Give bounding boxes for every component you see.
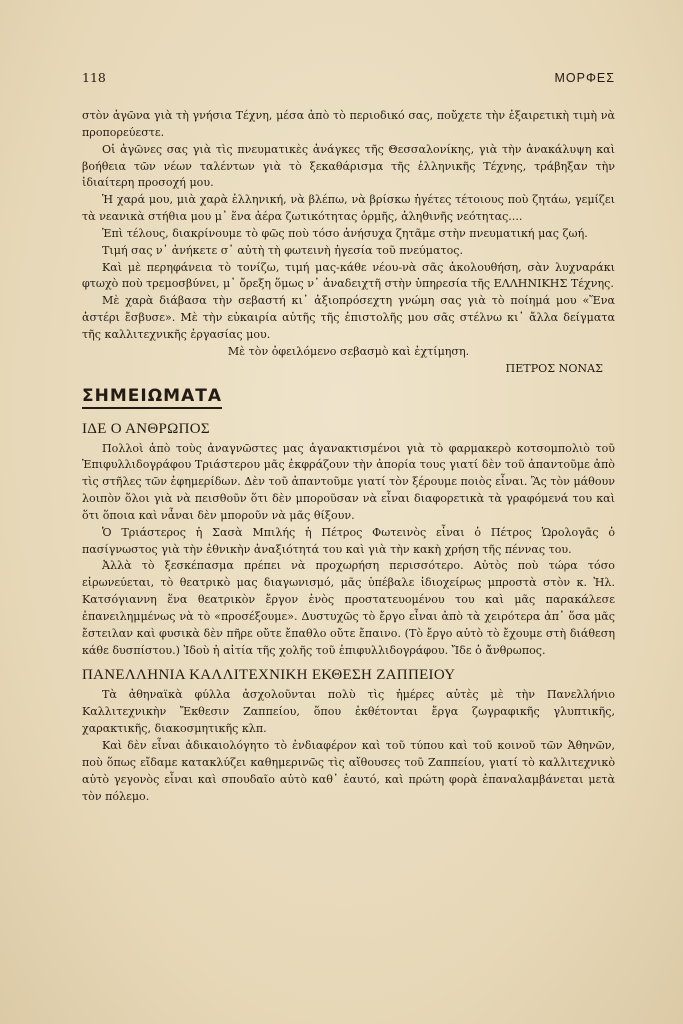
letter-paragraph: στὸν ἀγῶνα γιὰ τὴ γνήσια Τέχνη, μέσα ἀπὸ τὸ περιοδικό σας, ποὔχετε τὴν ἐξαιρετικὴ τιμὴ νὰ προπορεύεστε. xyxy=(82,109,615,139)
letter-paragraph: Ἐπὶ τέλους, διακρίνουμε τὸ φῶς ποὺ τόσο ἀνήσυχα ζητᾶμε στὴν πνευματική μας ζωή. xyxy=(102,226,588,240)
note-paragraph: Πολλοὶ ἀπὸ τοὺς ἀναγνῶστες μας ἀγανακτισμένοι γιὰ τὸ φαρμακερὸ κοτσομπολιὸ τοῦ Ἐπιφυλλιδογράφου Τριάστερου μᾶς ἐκφράζουν τὴν ἀπορία τους γιατί δὲν τοῦ ἀπαντοῦμε ἀπὸ τὶς στῆλες τῶν ἐφημερίδων. Δὲν τοῦ ἀπαντοῦμε γιατί τὸν ξέρουμε ποιὸς εἶναι. Ἂς τὸν μάθουν λοιπὸν ὅλοι γιὰ νὰ πεισθοῦν ὅτι δὲν μποροῦσαν νὰ εἶναι διαφορετικὰ τὰ γραφόμενά του καὶ ὅτι ὅποια καὶ νἆναι δὲν μποροῦν νὰ μᾶς θίξουν. xyxy=(82,441,615,522)
note-paragraph: Καὶ δὲν εἶναι ἀδικαιολόγητο τὸ ἐνδιαφέρον καὶ τοῦ τύπου καὶ τοῦ κοινοῦ τῶν Ἀθηνῶν, ποὺ ὅπως εἴδαμε κατακλύζει καθημερινῶς τὶς αἴθουσες τοῦ Ζαππείου, γιατί τὸ καλλιτεχνικὸ αὐτὸ γεγονὸς εἶναι καὶ σπουδαῖο αὐτὸ καθ᾿ ἑαυτό, καὶ πρώτη φορὰ ἐπαναλαμβάνεται μετὰ τὸν πόλεμο. xyxy=(82,739,615,803)
page-number: 118 xyxy=(82,70,106,85)
note-paragraph: Ὁ Τριάστερος ἡ Σασὰ Μπιλής ἡ Πέτρος Φωτεινὸς εἶναι ὁ Πέτρος Ὡρολογᾶς ὁ πασίγνωστος γιὰ τὴν ἐθνικὴν ἀναξιότητά του καὶ γιὰ τὴν κακὴ χρήση τῆς πέννας του. xyxy=(82,525,615,556)
letter-paragraph: Μὲ χαρὰ διάβασα τὴν σεβαστή κι᾿ ἀξιοπρόσεχτη γνώμη σας γιὰ τὸ ποίημά μου «Ἕνα ἀστέρι ἔσβυσε». Μὲ τὴν εὐκαιρία αὐτῆς τῆς ἐπιστολῆς μου σᾶς στέλνω κι᾿ ἄλλα δείγματα τῆς καλλιτεχνικῆς ἐργασίας μου. xyxy=(82,294,615,341)
letter-paragraph: Ἡ χαρά μου, μιὰ χαρὰ ἑλληνική, νὰ βλέπω, νὰ βρίσκω ἡγέτες τέτοιους ποὺ ζητάω, γεμίζει τὰ νεανικὰ στήθια μου μ᾿ ἕνα ἀέρα ζωτικότητας ὁρμῆς, ἀληθινῆς νεότητας.... xyxy=(82,193,615,224)
letter-paragraph: Οἱ ἀγῶνες σας γιὰ τὶς πνευματικὲς ἀνάγκες τῆς Θεσσαλονίκης, γιὰ τὴν ἀνακάλυψη καὶ βοήθεια τῶν νέων ταλέντων γιὰ τὸ ξεκαθάρισμα τῆς ἑλληνικῆς Τέχνης, τράβηξαν τὴν ἰδιαίτερη προσοχή μου. xyxy=(82,142,615,190)
note-paragraph: Τὰ ἀθηναϊκὰ φύλλα ἀσχολοῦνται πολὺ τὶς ἡμέρες αὐτὲς μὲ τὴν Πανελλήνιο Καλλιτεχνικὴν Ἔκθεσιν Ζαππείου, ὅπου ἐκθέτονται ἔργα ζωγραφικῆς γλυπτικῆς, χαρακτικῆς, διακοσμητικῆς κλπ. xyxy=(82,688,615,736)
letter-signature: ΠΕΤΡΟΣ ΝΟΝΑΣ xyxy=(505,361,603,375)
note-title: ΠΑΝΕΛΛΗΝΙΑ ΚΑΛΛΙΤΕΧΝΙΚΗ ΕΚΘΕΣΗ ΖΑΠΠΕΙΟΥ xyxy=(82,667,456,684)
note-title: ΙΔΕ Ο ΑΝΘΡΩΠΟΣ xyxy=(82,420,210,437)
page-header xyxy=(82,70,615,94)
note-paragraph: Ἀλλὰ τὸ ξεσκέπασμα πρέπει νὰ προχωρήση περισσότερο. Αὐτὸς ποὺ τώρα τόσο εἰρωνεύεται, τὸ θεατρικὸ μας διαγωνισμό, μᾶς ὑπέβαλε ἰδιοχείρως μπροστὰ στὸν κ. Ἠλ. Κατσόγιαννη ἕνα θεατρικὸν ἔργον ἑνὸς προστατευομένου του καὶ μᾶς παρακάλεσε ἐπανειλημμένως νὰ τὸ «προσέξουμε». Δυστυχῶς τὸ ἔργο εἶναι ἀπὸ τὰ χειρότερα ἀπ᾿ ὅσα μᾶς ἔστειλαν καὶ φυσικὰ δὲν πῆρε οὔτε ἔπαθλο οὔτε ἔπαινο. (Τὸ ἔργο αὐτὸ τὸ ἔχουμε στὴ διάθεση κάθε δυσπίστου.) Ἰδοὺ ἡ αἰτία τῆς χολῆς τοῦ ἐπιφυλλιδογράφου. Ἴδε ὁ ἄνθρωπος. xyxy=(82,559,615,657)
journal-title: ΜΟΡΦΕΣ xyxy=(554,71,615,85)
letter-closing: Μὲ τὸν ὀφειλόμενο σεβασμὸ καὶ ἐχτίμηση. xyxy=(227,344,470,358)
section-heading: ΣΗΜΕΙΩΜΑΤΑ xyxy=(82,386,222,409)
letter xyxy=(82,108,615,378)
letter-paragraph: Τιμή σας ν᾿ ἀνήκετε σ᾿ αὐτὴ τὴ φωτεινὴ ἡγεσία τοῦ πνεύματος. xyxy=(102,243,464,257)
letter-paragraph: Καὶ μὲ περηφάνεια τὸ τονίζω, τιμή μας-κάθε νέου-νὰ σᾶς ἀκολουθήση, σὰν λυχναράκι φτωχὸ ποὺ τρεμοσβύνει, μ᾿ ὄρεξη ὅμως ν᾿ ἀναδειχτῆ στὴν ὑπηρεσία τῆς ΕΛΛΗΝΙΚΗΣ Τέχνης. xyxy=(82,260,615,291)
